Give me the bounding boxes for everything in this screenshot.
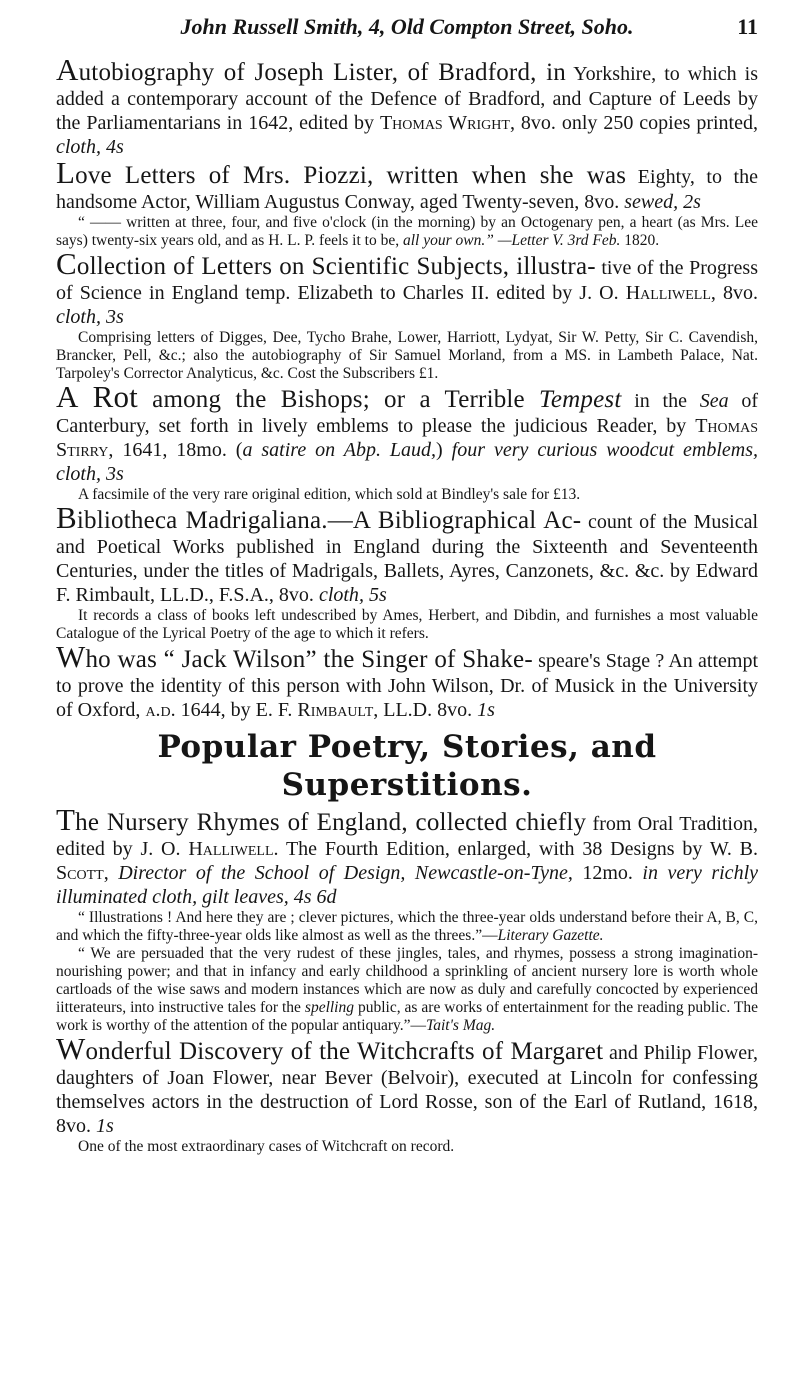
price: , 5s bbox=[358, 584, 387, 606]
entry-title: Collection of Letters on Scientific Subjects, illustra- bbox=[56, 246, 596, 281]
price: , 2s bbox=[673, 191, 701, 213]
entry-title: Wonderful Discovery of the Witchcrafts of Margaret bbox=[56, 1031, 604, 1066]
editor-name: Halliwell bbox=[188, 838, 274, 860]
binding: cloth bbox=[56, 136, 96, 158]
section-heading: Popular Poetry, Stories, and Superstitions. bbox=[157, 729, 657, 803]
entry-rot-among-bishops bbox=[56, 379, 758, 504]
author-name: Thomas Stirry bbox=[56, 415, 758, 461]
entry-piozzi-letters bbox=[56, 155, 758, 250]
entry-text: Love Letters of Mrs. Piozzi, written when she was Eighty, to the handsome Actor, William Augustus Conway, aged Twenty-seven, 8vo. sewed, 2s bbox=[56, 155, 758, 213]
entry-title: The Nursery Rhymes of England, collected chiefly bbox=[56, 802, 587, 837]
entry-title: Bibliotheca Madrigaliana.—A Bibliographical Ac- bbox=[56, 500, 582, 535]
editor-name: Thomas Wright bbox=[379, 112, 510, 134]
entry-quote: “ —— written at three, four, and five o'clock (in the morning) by an Octogenary pen, a heart (as Mrs. Lee says) twenty-six years old, and as H. L. P. feels it to be, all your own.” —Letter V. 3rd Feb. 1820. bbox=[56, 214, 758, 249]
binding: cloth bbox=[56, 306, 96, 328]
entry-witchcrafts-discovery bbox=[56, 1031, 758, 1156]
entry-text: The Nursery Rhymes of England, collected chiefly from Oral Tradition, edited by J. O. Halliwell. The Fourth Edition, enlarged, with 38 Designs by W. B. Scott, Director of the School of Design, Newcastle-on-Tyne, 12mo. in very richly illuminated cloth, gilt leaves, 4s 6d bbox=[56, 802, 759, 908]
price: , 4s 6d bbox=[283, 886, 337, 908]
page-header bbox=[56, 0, 758, 56]
binding: in very richly illuminated cloth, gilt leaves bbox=[56, 862, 758, 908]
price: , 3s bbox=[96, 463, 124, 485]
entry-note: It records a class of books left undescribed by Ames, Herbert, and Dibdin, and furnishes a most valuable Catalogue of the Lyrical Poetry of the age to which it refers. bbox=[56, 607, 758, 642]
price: , 4s bbox=[96, 136, 124, 158]
entry-lister-autobiography bbox=[56, 52, 758, 159]
entry-jack-wilson bbox=[56, 639, 758, 722]
page-number: 11 bbox=[737, 14, 758, 39]
entry-text: Who was “ Jack Wilson” the Singer of Shake- speare's Stage ? An attempt to prove the identity of this person with John Wilson, Dr. of Musick in the University of Oxford, a.d. 1644, by E. F. Rimbault, LL.D. 8vo. 1s bbox=[56, 639, 758, 721]
entry-text: Wonderful Discovery of the Witchcrafts of Margaret and Philip Flower, daughters of Joan Flower, near Bever (Belvoir), executed at Lincoln for confessing themselves actors in the destruction of Lord Rosse, son of the Earl of Rutland, 1618, 8vo. 1s bbox=[56, 1031, 758, 1137]
entry-quote: “ Illustrations ! And here they are ; clever pictures, which the three-year olds understand before their A, B, C, and which the fifty-three-year olds like almost as well as the threes.”—Literary Gazette. bbox=[56, 909, 758, 944]
binding: cloth bbox=[318, 584, 359, 606]
entry-text: A Rot among the Bishops; or a Terrible Tempest in the Sea of Canterbury, set forth in lively emblems to please the judicious Reader, by Thomas Stirry, 1641, 18mo. (a satire on Abp. Laud,) four very curious woodcut emblems, cloth, 3s bbox=[56, 379, 758, 485]
entry-note: One of the most extraordinary cases of Witchcraft on record. bbox=[78, 1138, 455, 1155]
entry-scientific-letters bbox=[56, 246, 758, 383]
entry-title: Autobiography of Joseph Lister, of Bradford, in bbox=[56, 52, 566, 87]
entry-nursery-rhymes bbox=[56, 802, 759, 1035]
entry-note: A facsimile of the very rare original edition, which sold at Bindley's sale for £13. bbox=[78, 486, 581, 503]
entry-quote: “ We are persuaded that the very rudest of these jingles, tales, and rhymes, possess a strong imagination-nourishing power; and that in infancy and early childhood a sprinkling of ancient nursery lore is worth whole cartloads of the wise saws and modern instances which are now as duly and carefully concocted by experienced iitterateurs, into instructive tales for the spelling public, as are works of entertainment for the reading public. The work is worthy of the attention of the popular antiquary.”—Tait's Mag. bbox=[56, 945, 758, 1034]
editor-name: Halliwell bbox=[625, 282, 711, 304]
entry-title: A Rot among the Bishops; or a Terrible Tempest bbox=[56, 379, 622, 414]
entry-bibliotheca-madrigaliana bbox=[56, 500, 758, 643]
entry-title: Who was “ Jack Wilson” the Singer of Shake- bbox=[56, 639, 533, 674]
binding: sewed bbox=[624, 191, 674, 213]
price: , 3s bbox=[96, 306, 124, 328]
illustrator-name: Scott bbox=[56, 862, 104, 884]
entry-text: Bibliotheca Madrigaliana.—A Bibliographical Ac- count of the Musical and Poetical Works published in England during the Sixteenth and Seventeenth Centuries, under the titles of Madrigals, Ballets, Ayres, Canzonets, &c. &c. by Edward F. Rimbault, LL.D., F.S.A., 8vo. cloth, 5s bbox=[56, 500, 758, 606]
entry-text: Autobiography of Joseph Lister, of Bradford, in Yorkshire, to which is added a contemporary account of the Defence of Bradford, and Capture of Leeds by the Parliamentarians in 1642, edited by Thomas Wright, 8vo. only 250 copies printed, cloth, 4s bbox=[56, 52, 758, 158]
author-name: Rimbault bbox=[297, 699, 374, 721]
entry-text: Collection of Letters on Scientific Subjects, illustra- tive of the Progress of Science in England temp. Elizabeth to Charles II. edited by J. O. Halliwell, 8vo. cloth, 3s bbox=[56, 246, 758, 328]
price: 1s bbox=[477, 699, 495, 721]
entry-title: Love Letters of Mrs. Piozzi, written when she was bbox=[56, 155, 627, 190]
price: 1s bbox=[96, 1115, 114, 1137]
entry-note: Comprising letters of Digges, Dee, Tycho Brahe, Lower, Harriott, Lydyat, Sir W. Petty, Sir C. Cavendish, Brancker, Pell, &c.; also the autobiography of Sir Samuel Morland, from a MS. in Lambeth Palace, Nat. Tarpoley's Corrector Analyticus, &c. Cost the Subscribers £1. bbox=[56, 329, 758, 382]
running-head: John Russell Smith, 4, Old Compton Street, Soho. bbox=[180, 14, 634, 39]
